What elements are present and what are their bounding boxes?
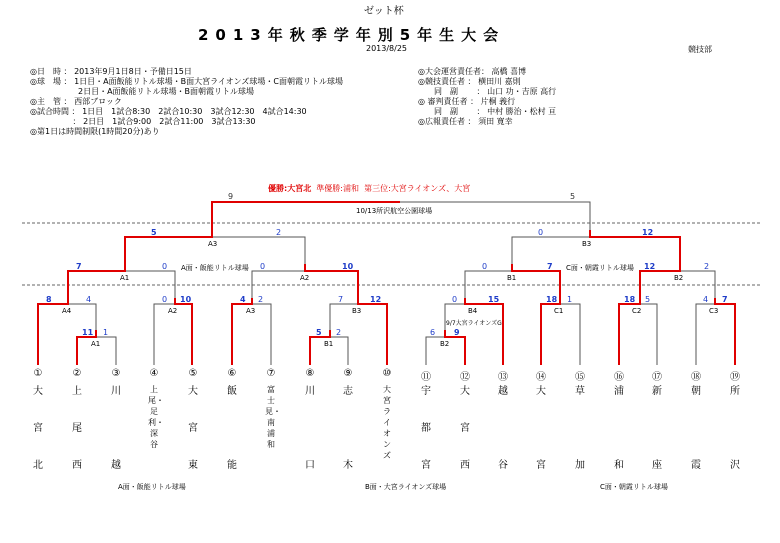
team-number: ⑲: [730, 372, 740, 383]
footer-venue-c: C面・朝霞リトル球場: [600, 483, 668, 491]
team-name-char: 所: [730, 386, 740, 397]
match-score: 1: [103, 328, 109, 337]
team-name-char: 沢: [730, 460, 740, 471]
team-name-char: 座: [652, 460, 662, 471]
match-score: 1: [567, 295, 573, 304]
info-line: 2日目・A面飯能リトル球場・B面朝霞リトル球場: [30, 87, 255, 96]
team-name-char: 大: [536, 386, 546, 397]
document-date: 2013/8/25: [366, 44, 408, 53]
match-score: 2: [336, 328, 342, 337]
team-number: ⑥: [227, 368, 237, 379]
team-name-char: 霞: [691, 460, 701, 471]
match-score: 6: [430, 328, 436, 337]
match-label: A3: [208, 240, 218, 248]
match-score: 5: [316, 328, 322, 337]
info-line: ◎ 審判責任者 ： 片桐 義行: [418, 97, 516, 106]
match-score: 18: [624, 295, 636, 304]
info-line: ◎試合時間 ： 1日目 1試合8:30 2試合10:30 3試合12:30 4試合14:30: [30, 107, 307, 116]
team-number: ⑮: [575, 372, 585, 383]
match-label: B2: [440, 340, 450, 348]
team-name-char: 新: [652, 386, 662, 397]
team-name-char: 西: [72, 460, 82, 471]
info-line: ◎日 時 ： 2013年9月1日8日・予備日15日: [30, 67, 192, 76]
runner-up: 準優勝:浦和: [316, 184, 359, 193]
match-score: 7: [722, 295, 728, 304]
match-label: A3: [246, 307, 256, 315]
champion: 優勝:大宮北: [268, 184, 312, 193]
team-name-char: 東: [188, 460, 198, 471]
match-label: B1: [324, 340, 334, 348]
info-line: ◎第1日は時間制限(1時間20分)あり: [30, 127, 160, 136]
team-number: ⑱: [691, 372, 701, 383]
match-score: 7: [547, 262, 553, 271]
b4-note: 9/7大宮ライオンズG: [446, 320, 502, 327]
team-name-char: 大: [33, 386, 43, 397]
match-label: A4: [62, 307, 72, 315]
team-name: 上尾・足利・深谷: [148, 385, 164, 449]
match-score: 10: [180, 295, 192, 304]
page-title: 2013年秋季学年別5年生大会: [198, 26, 506, 44]
match-label: B3: [582, 240, 592, 248]
match-score: 9: [454, 328, 460, 337]
team-name-char: 越: [111, 460, 121, 471]
team-number: ⑤: [188, 368, 198, 379]
final-right-score: 5: [570, 192, 576, 201]
team-number: ②: [72, 368, 82, 379]
match-score: 15: [488, 295, 500, 304]
team-name-char: 朝: [691, 386, 701, 397]
match-score: 5: [645, 295, 651, 304]
final-left-score: 9: [228, 192, 234, 201]
team-name-char: 川: [111, 386, 121, 397]
match-label: C2: [632, 307, 642, 315]
team-name-char: 越: [498, 386, 508, 397]
team-number: ⑰: [652, 372, 662, 383]
team-name-char: 川: [305, 386, 315, 397]
team-name: 富士見・南浦和: [265, 385, 281, 449]
info-line: ◎球 場 ： 1日目・A面飯能リトル球場・B面大宮ライオンズ球場・C面朝霞リトル球場: [30, 77, 343, 86]
info-line: ◎広報責任者 ： 須田 寛幸: [418, 117, 513, 126]
match-score: 2: [258, 295, 264, 304]
team-number: ⑦: [266, 368, 276, 379]
match-score: 4: [240, 295, 246, 304]
team-name-char: 宮: [460, 423, 470, 434]
team-name-char: 志: [343, 386, 353, 397]
info-line: ◎大会運営責任者： 高橋 喜博: [418, 67, 527, 76]
team-name-char: 飯: [227, 386, 237, 397]
match-label: B3: [352, 307, 362, 315]
match-score: 0: [482, 262, 488, 271]
third-place: 第三位:大宮ライオンズ、大宮: [364, 184, 471, 193]
match-score: 7: [338, 295, 344, 304]
match-label: A2: [300, 274, 310, 282]
info-line: ◎競技責任者 ： 横田川 嘉則: [418, 77, 521, 86]
match-score: 18: [546, 295, 558, 304]
venue-a-label: A面・飯能リトル球場: [181, 264, 249, 272]
team-name-char: 西: [460, 460, 470, 471]
match-label: B2: [674, 274, 684, 282]
match-score: 0: [538, 228, 544, 237]
final-venue: 10/13所沢航空公園球場: [356, 207, 433, 215]
team-name-char: 都: [421, 423, 431, 434]
team-number: ⑬: [498, 372, 508, 383]
match-score: 0: [452, 295, 458, 304]
team-name-char: 宮: [33, 423, 43, 434]
match-score: 12: [370, 295, 382, 304]
match-score: 4: [86, 295, 92, 304]
team-name-char: 浦: [614, 386, 624, 397]
team-name-char: 宮: [421, 460, 431, 471]
match-score: 0: [260, 262, 266, 271]
match-score: 2: [704, 262, 710, 271]
team-number: ⑩: [382, 368, 392, 379]
venue-c-label: C面・朝霞リトル球場: [566, 264, 634, 272]
team-name-char: 大: [460, 386, 470, 397]
team-name-char: 宮: [188, 423, 198, 434]
info-line: ： 2日目 1試合9:00 2試合11:00 3試合13:30: [30, 117, 256, 126]
team-name-char: 口: [305, 460, 315, 471]
team-number: ⑭: [536, 372, 546, 383]
team-number: ⑨: [343, 368, 353, 379]
match-label: A1: [91, 340, 101, 348]
info-line: 同 副 ： 山口 功・吉原 高行: [418, 87, 557, 96]
match-score: 8: [46, 295, 52, 304]
team-name-char: 能: [227, 460, 237, 471]
team-number: ⑯: [614, 372, 624, 383]
team-name-char: 加: [575, 460, 585, 471]
cup-name: ゼット杯: [364, 6, 404, 17]
team-number: ⑪: [421, 372, 431, 383]
match-score: 12: [644, 262, 656, 271]
match-label: C1: [554, 307, 564, 315]
match-score: 2: [276, 228, 282, 237]
team-name-char: 宇: [421, 386, 431, 397]
team-number: ③: [111, 368, 121, 379]
team-number: ④: [149, 368, 159, 379]
match-label: B1: [507, 274, 517, 282]
match-score: 12: [642, 228, 654, 237]
team-number: ①: [33, 368, 43, 379]
match-score: 0: [162, 295, 168, 304]
team-name-char: 谷: [498, 460, 508, 471]
match-label: C3: [709, 307, 719, 315]
match-label: A2: [168, 307, 178, 315]
team-name-char: 北: [33, 460, 43, 471]
match-score: 7: [76, 262, 82, 271]
team-number: ⑫: [460, 372, 470, 383]
department: 競技部: [688, 45, 712, 54]
team-name-char: 木: [343, 460, 353, 471]
team-name-char: 上: [72, 386, 82, 397]
info-line: 同 副 ： 中村 勝治・松村 亘: [418, 107, 557, 116]
team-name: 大宮ライオンズ: [383, 385, 391, 460]
footer-venue-a: A面・飯能リトル球場: [118, 483, 186, 491]
team-name-char: 尾: [72, 423, 82, 434]
team-name-char: 和: [614, 460, 624, 471]
match-score: 4: [703, 295, 709, 304]
match-score: 10: [342, 262, 354, 271]
team-number: ⑧: [305, 368, 315, 379]
footer-venue-b: B面・大宮ライオンズ球場: [365, 483, 447, 491]
match-label: B4: [468, 307, 478, 315]
team-name-char: 草: [575, 386, 585, 397]
match-score: 11: [82, 328, 94, 337]
match-score: 5: [151, 228, 157, 237]
match-score: 0: [162, 262, 168, 271]
team-name-char: 宮: [536, 460, 546, 471]
info-line: ◎主 管 ： 西部ブロック: [30, 97, 122, 106]
team-name-char: 大: [188, 386, 198, 397]
match-label: A1: [120, 274, 130, 282]
